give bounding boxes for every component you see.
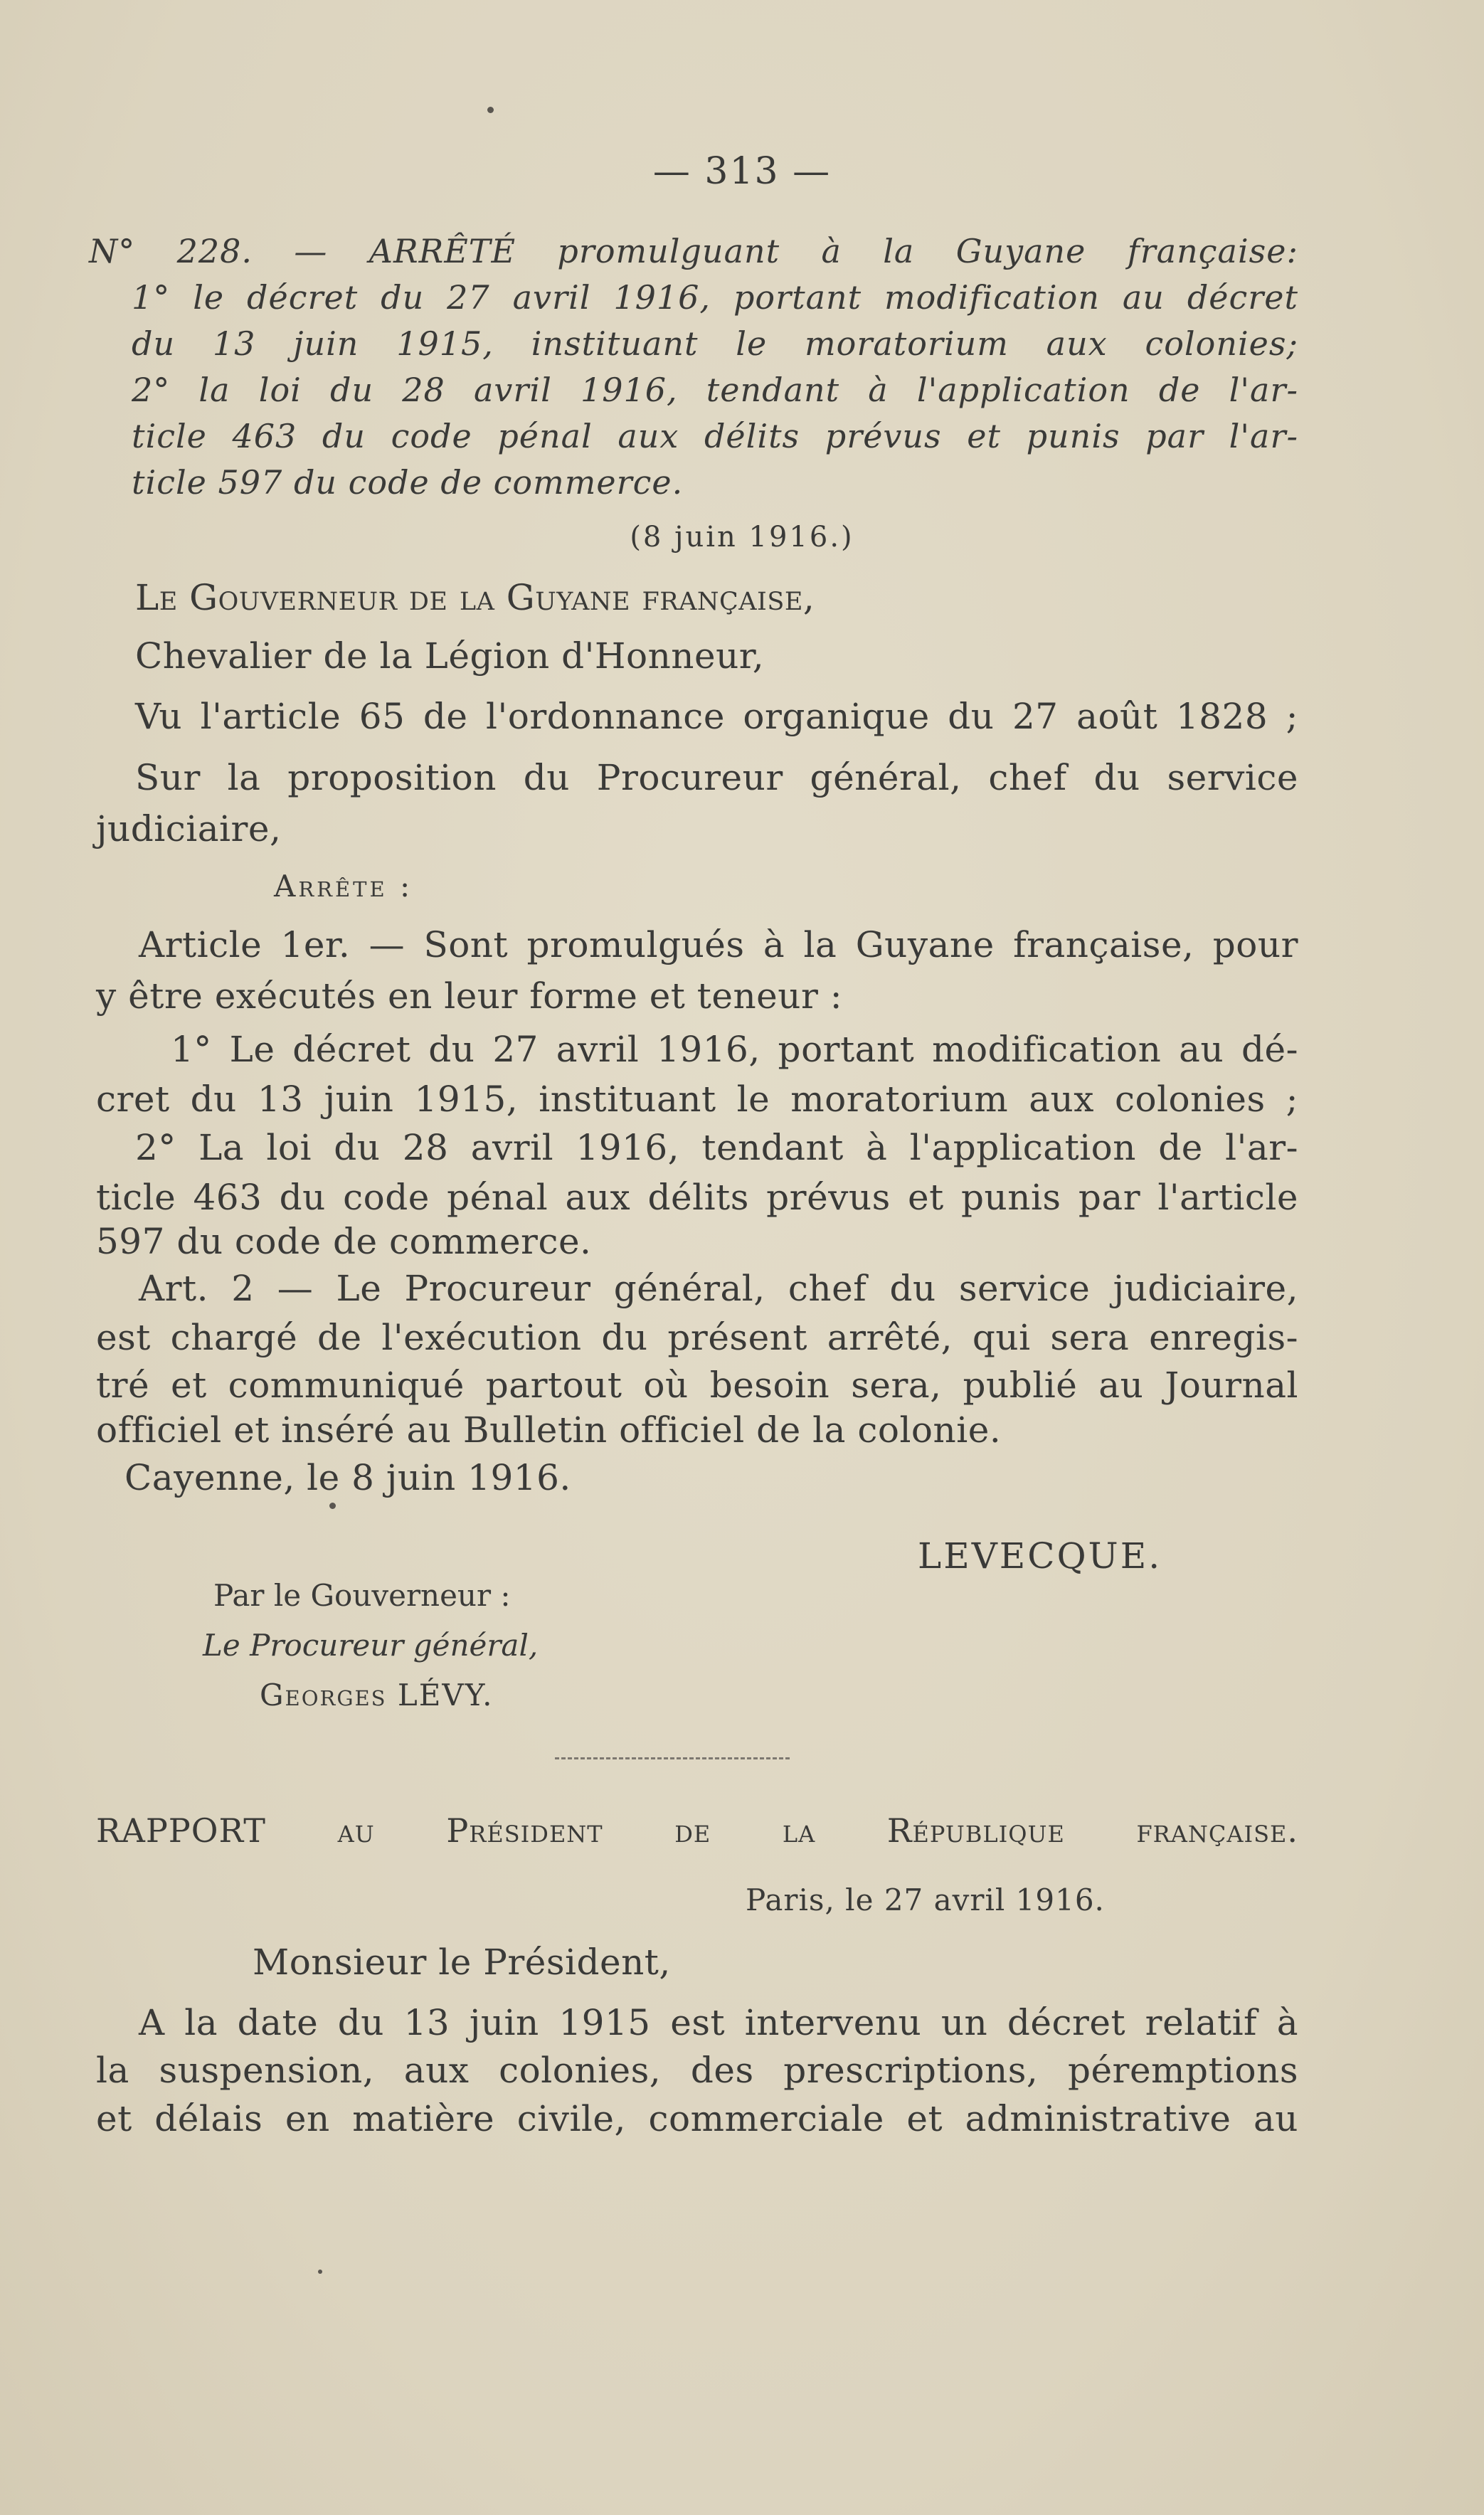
vu-line-1: Vu l'article 65 de l'ordonnance organique du 27 août 1828 ; <box>135 696 1298 737</box>
item1-line-2: cret du 13 juin 1915, instituant le moratorium aux colonies ; <box>96 1079 1298 1120</box>
prosecutor-title: Le Procureur général, <box>203 1628 539 1663</box>
report-place-date: Paris, le 27 avril 1916. <box>746 1883 1105 1917</box>
ink-speck <box>487 107 494 113</box>
item1-line-1: 1° Le décret du 27 avril 1916, portant modification au dé- <box>171 1029 1298 1070</box>
decree-place-date: Cayenne, le 8 juin 1916. <box>124 1457 571 1498</box>
decree-heading-line-3: du 13 juin 1915, instituant le moratorium aux colonies; <box>132 324 1298 363</box>
vu-line-2: Sur la proposition du Procureur général, chef du service <box>135 757 1298 798</box>
report-body-line-3: et délais en matière civile, commerciale et administrative au <box>96 2098 1298 2139</box>
signatory-name: LEVECQUE. <box>918 1535 1162 1577</box>
decree-date: (8 juin 1916.) <box>630 521 854 554</box>
item2-line-3: 597 du code de commerce. <box>96 1221 592 1262</box>
article1-line-1: Article 1er. — Sont promulgués à la Guyane française, pour <box>139 924 1298 965</box>
decree-heading-line-5: ticle 463 du code pénal aux délits prévus et punis par l'ar- <box>132 417 1298 455</box>
item2-line-2: ticle 463 du code pénal aux délits prévus et punis par l'article <box>96 1177 1298 1218</box>
honor-line: Chevalier de la Légion d'Honneur, <box>135 635 765 677</box>
arrete-heading: Arrête : <box>274 869 413 904</box>
decree-heading-line-4: 2° la loi du 28 avril 1916, tendant à l'application de l'ar- <box>132 371 1298 409</box>
decree-heading-line-6: ticle 597 du code de commerce. <box>132 463 684 502</box>
decree-heading-line-2: 1° le décret du 27 avril 1916, portant modification au décret <box>132 278 1298 317</box>
prosecutor-name: Georges LÉVY. <box>260 1678 494 1712</box>
by-governor-line: Par le Gouverneur : <box>213 1578 511 1613</box>
article2-line-3: tré et communiqué partout où besoin sera, publié au Journal <box>96 1365 1298 1406</box>
page-number: — 313 — <box>652 150 832 193</box>
article2-line-1: Art. 2 — Le Procureur général, chef du service judiciaire, <box>139 1268 1298 1309</box>
decree-heading-line-1: N° 228. — ARRÊTÉ promulguant à la Guyane française: <box>89 232 1298 270</box>
section-divider <box>555 1757 790 1759</box>
article1-line-2: y être exécutés en leur forme et teneur : <box>96 975 843 1017</box>
report-body-line-2: la suspension, aux colonies, des prescriptions, péremptions <box>96 2050 1298 2091</box>
ink-speck <box>329 1503 336 1509</box>
article2-line-4: officiel et inséré au Bulletin officiel de la colonie. <box>96 1409 1002 1451</box>
governor-line: Le Gouverneur de la Guyane française, <box>135 577 815 618</box>
report-title: RAPPORT au Président de la République française. <box>96 1811 1298 1850</box>
report-salutation: Monsieur le Président, <box>253 1942 671 1983</box>
item2-line-1: 2° La loi du 28 avril 1916, tendant à l'application de l'ar- <box>135 1127 1298 1168</box>
report-body-line-1: A la date du 13 juin 1915 est intervenu un décret relatif à <box>139 2002 1298 2043</box>
ink-speck <box>318 2270 322 2274</box>
article2-line-2: est chargé de l'exécution du présent arrêté, qui sera enregis- <box>96 1317 1298 1358</box>
vu-line-3: judiciaire, <box>96 808 282 849</box>
